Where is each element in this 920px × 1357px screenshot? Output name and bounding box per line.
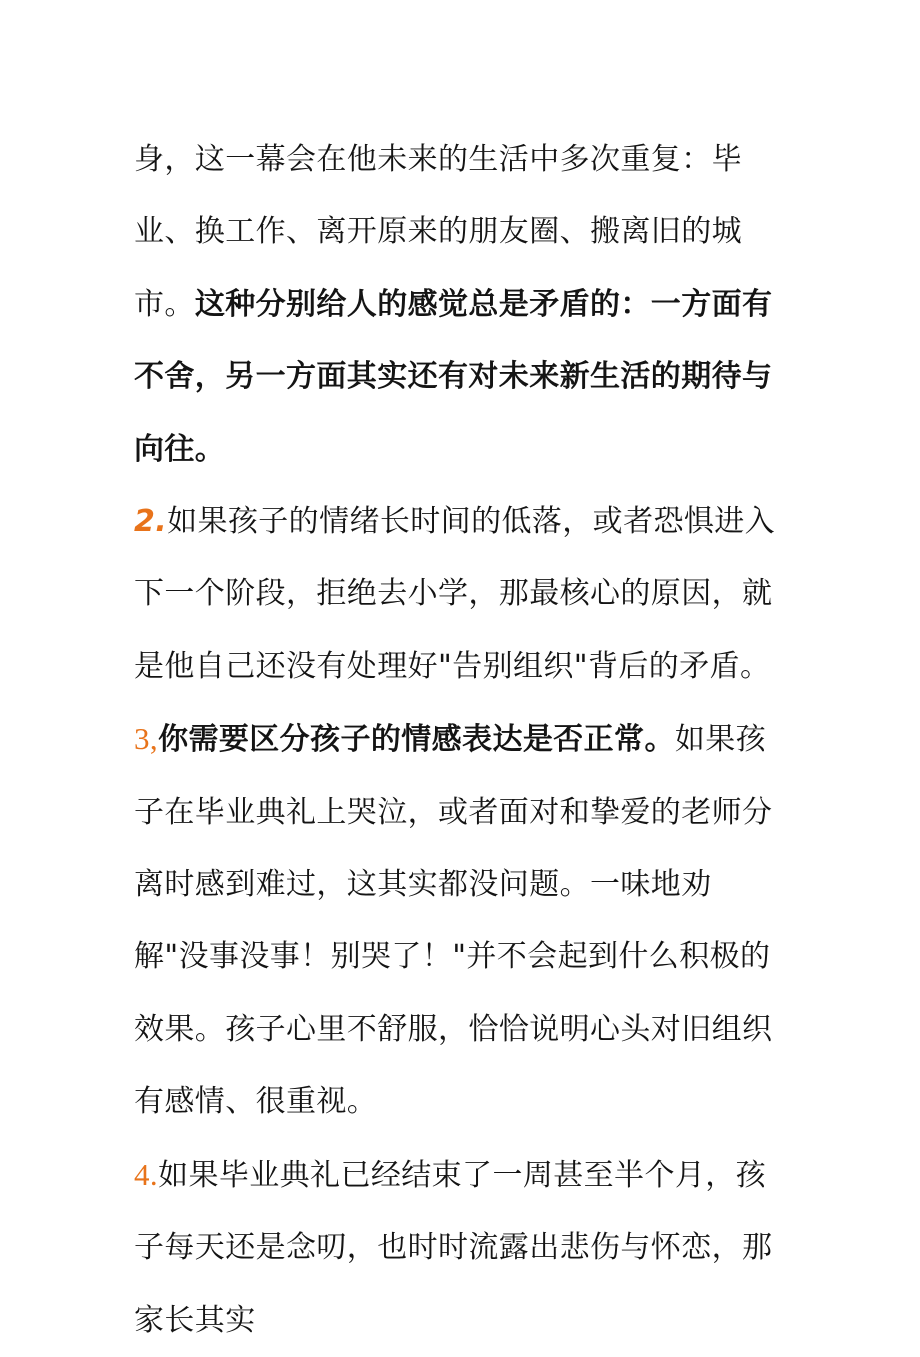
document-body — [134, 124, 786, 1357]
list-number: 2. — [134, 504, 168, 540]
list-number: 4. — [134, 1156, 159, 1192]
paragraph-item-2 — [134, 486, 786, 703]
paragraph-bold-text: 你需要区分孩子的情感表达是否正常。 — [158, 722, 675, 758]
list-number: 3, — [134, 721, 159, 757]
paragraph-item-4 — [134, 1139, 786, 1357]
paragraph-text: 如果孩子的情绪长时间的低落，或者恐惧进入下一个阶段，拒绝去小学，那最核心的原因，就是他自己还没有处理好"告别组织"背后的矛盾。 — [134, 504, 776, 684]
paragraph-item-3 — [134, 703, 786, 1138]
paragraph-continuation — [134, 124, 786, 486]
paragraph-bold-text: 这种分别给人的感觉总是矛盾的：一方面有不舍，另一方面其实还有对未来新生活的期待与向往。 — [134, 286, 773, 467]
paragraph-text: 如果毕业典礼已经结束了一周甚至半个月，孩子每天还是念叨，也时时流露出悲伤与怀恋，那家长其实 — [134, 1157, 773, 1338]
paragraph-text: 如果孩子在毕业典礼上哭泣，或者面对和挚爱的老师分离时感到难过，这其实都没问题。一味地劝解"没事没事！别哭了！"并不会起到什么积极的效果。孩子心里不舒服，恰恰说明心头对旧组织有感情、很重视。 — [134, 722, 773, 1120]
paragraph-plain-text: 身，这一幕会在他未来的生活中多次重复：毕业、换工作、离开原来的朋友圈、搬离旧的城市。 — [134, 142, 742, 322]
